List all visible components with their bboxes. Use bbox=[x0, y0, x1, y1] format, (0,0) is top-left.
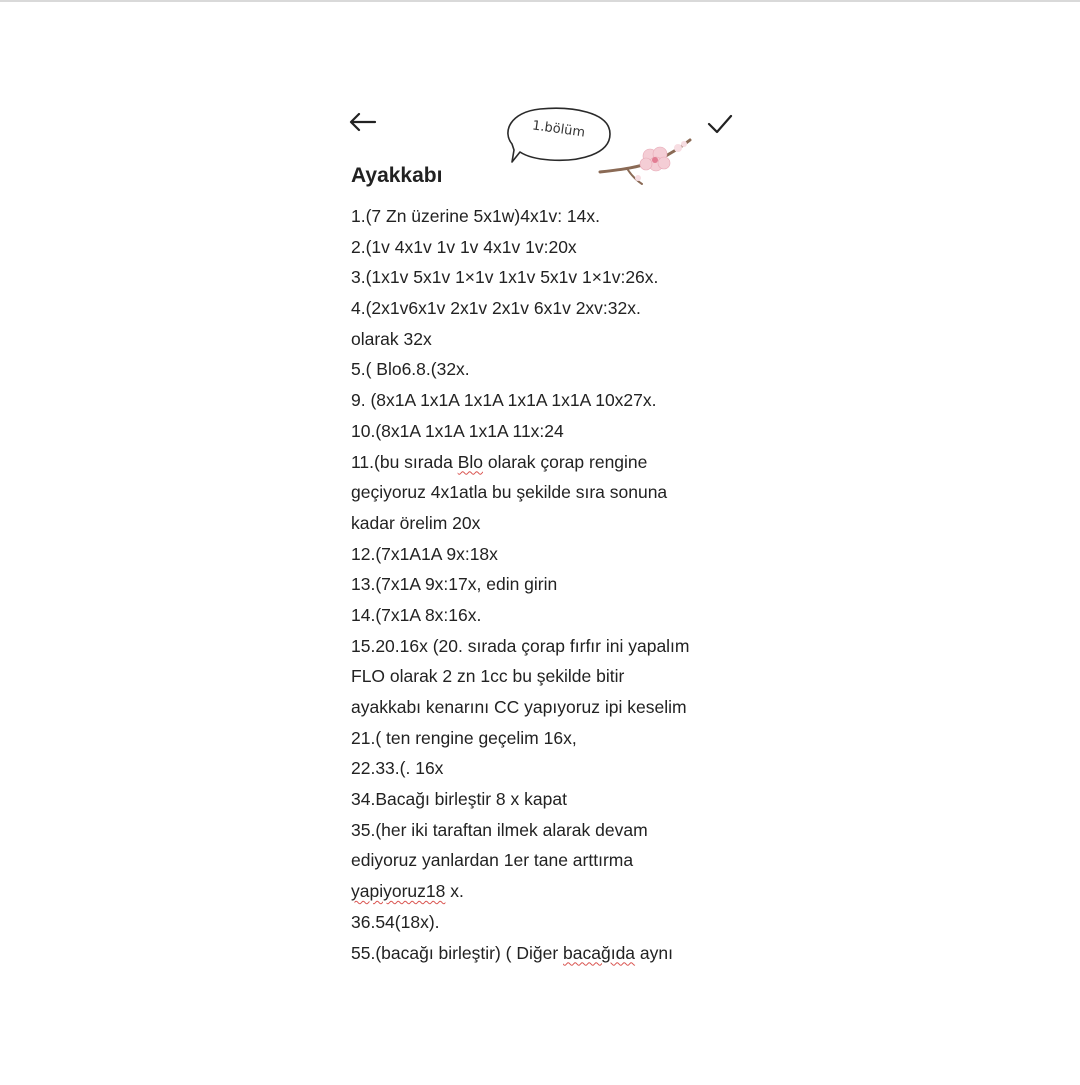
note-line: 5.( Blo6.8.(32x. bbox=[351, 359, 470, 380]
line-text: x. bbox=[445, 881, 464, 902]
note-line: 4.(2x1v6x1v 2x1v 2x1v 6x1v 2xv:32x. bbox=[351, 298, 641, 319]
arrow-left-icon[interactable] bbox=[348, 110, 378, 134]
note-line: olarak 32x bbox=[351, 328, 432, 349]
note-line: 22.33.(. 16x bbox=[351, 758, 444, 779]
note-line: 10.(8x1A 1x1A 1x1A 11x:24 bbox=[351, 420, 564, 441]
note-line: 35.(her iki taraftan ilmek alarak devam bbox=[351, 819, 648, 840]
note-line: 34.Bacağı birleştir 8 x kapat bbox=[351, 789, 567, 810]
line-text: aynı bbox=[635, 942, 673, 963]
note-line: 14.(7x1A 8x:16x. bbox=[351, 604, 482, 625]
cherry-blossom-icon bbox=[598, 134, 694, 190]
note-line: 13.(7x1A 9x:17x, edin girin bbox=[351, 574, 558, 595]
note-body[interactable] bbox=[351, 201, 690, 968]
note-line bbox=[351, 876, 690, 907]
note-line: ediyoruz yanlardan 1er tane arttırma bbox=[351, 850, 634, 871]
note-line: 21.( ten rengine geçelim 16x, bbox=[351, 727, 577, 748]
note-line: ayakkabı kenarını CC yapıyoruz ipi keselim bbox=[351, 697, 687, 717]
note-title: Ayakkabı bbox=[351, 164, 443, 187]
sticker-label: 1.bölüm bbox=[531, 118, 586, 141]
spellcheck-flagged-word[interactable]: bacağıda bbox=[563, 942, 636, 963]
note-line: 36.54(18x). bbox=[351, 911, 440, 932]
top-divider bbox=[0, 0, 1080, 2]
note-line: 1.(7 Zn üzerine 5x1w)4x1v: 14x. bbox=[351, 206, 601, 226]
note-line: kadar örelim 20x bbox=[351, 512, 481, 533]
note-line: 3.(1x1v 5x1v 1×1v 1x1v 5x1v 1×1v:26x. bbox=[351, 267, 659, 288]
note-line: 12.(7x1A1A 9x:18x bbox=[351, 543, 498, 564]
line-text: 11.(bu sırada bbox=[351, 451, 458, 472]
note-line bbox=[351, 938, 690, 969]
note-line: 2.(1v 4x1v 1v 1v 4x1v 1v:20x bbox=[351, 236, 577, 257]
line-text: olarak çorap rengine bbox=[482, 451, 648, 472]
note-line: 15.20.16x (20. sırada çorap fırfır ini yapalım bbox=[351, 635, 690, 656]
spellcheck-flagged-word[interactable]: Blo bbox=[457, 451, 483, 472]
spellcheck-flagged-word[interactable]: yapiyoruz18 bbox=[351, 881, 446, 902]
checkmark-icon[interactable] bbox=[706, 112, 734, 136]
note-line: geçiyoruz 4x1atla bu şekilde sıra sonuna bbox=[351, 482, 668, 503]
note-line: 9. (8x1A 1x1A 1x1A 1x1A 1x1A 10x27x. bbox=[351, 390, 657, 411]
line-text: 55.(bacağı birleştir) ( Diğer bbox=[351, 942, 564, 963]
note-line: FLO olarak 2 zn 1cc bu şekilde bitir bbox=[351, 666, 625, 687]
note-line bbox=[351, 447, 690, 478]
